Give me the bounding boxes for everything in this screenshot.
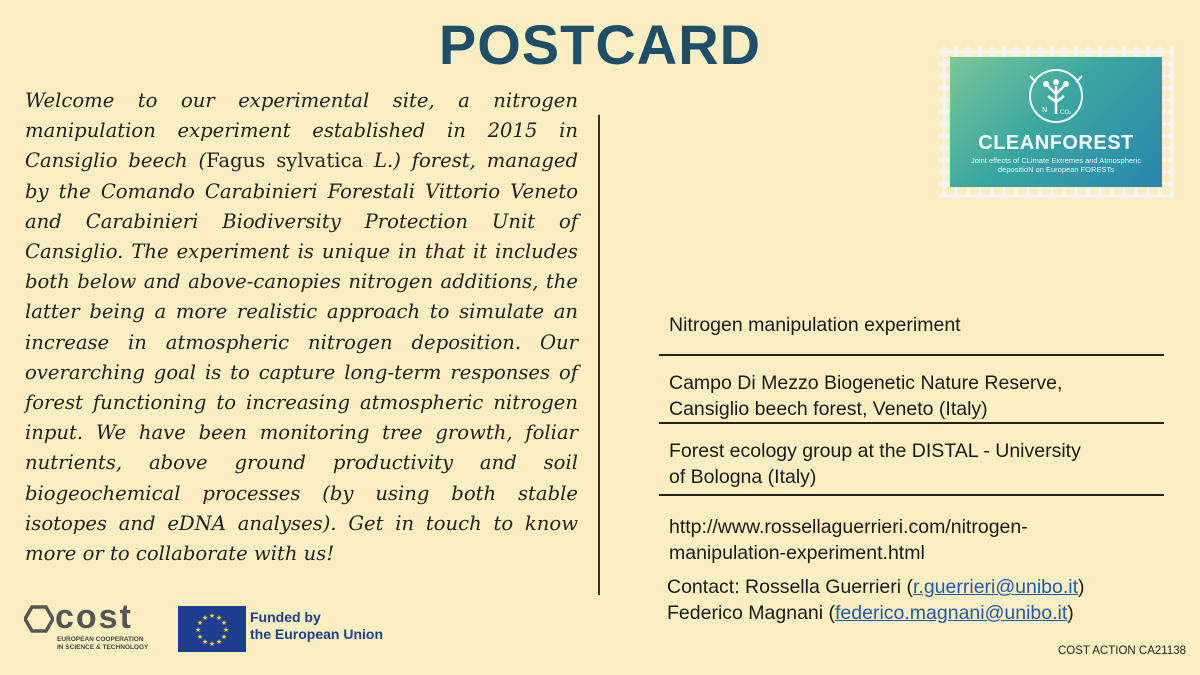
svg-text:★: ★ xyxy=(220,619,228,627)
info-group-line1: Forest ecology group at the DISTAL - University xyxy=(669,440,1081,462)
contact-label: Contact: Rossella Guerrieri ( xyxy=(667,576,913,598)
email-guerrieri-link[interactable]: r.guerrieri@unibo.it xyxy=(913,576,1079,598)
svg-text:★: ★ xyxy=(215,614,223,622)
welcome-text-part1: Welcome to our experimental site, a nitrogen manipulation experiment established in 2015 in Cansiglio beech ( xyxy=(25,89,578,173)
svg-text:★: ★ xyxy=(208,640,216,648)
svg-text:★: ★ xyxy=(208,612,216,620)
vertical-divider xyxy=(598,115,600,595)
info-website[interactable] xyxy=(669,514,1028,566)
cost-logo-text: cost xyxy=(55,598,133,636)
cost-subtitle-line1: EUROPEAN COOPERATION xyxy=(57,636,144,643)
info-group xyxy=(669,438,1081,490)
logo-co2-label: CO₂ xyxy=(1060,109,1072,116)
postcard-title: POSTCARD xyxy=(438,13,762,76)
contact-name-2: Federico Magnani ( xyxy=(667,602,835,624)
email-magnani-link[interactable]: federico.magnani@unibo.it xyxy=(835,602,1068,624)
eu-flag-icon xyxy=(178,606,246,652)
svg-text:★: ★ xyxy=(215,638,223,646)
welcome-text xyxy=(25,86,578,569)
contact-block xyxy=(667,574,1085,626)
divider-3 xyxy=(659,494,1164,496)
species-name: Fagus sylvatica xyxy=(206,149,364,173)
contact-close-1: ) xyxy=(1078,576,1085,598)
info-website-line1[interactable]: http://www.rossellaguerrieri.com/nitrogen- xyxy=(669,516,1028,538)
info-location-line1: Campo Di Mezzo Biogenetic Nature Reserve, xyxy=(669,372,1063,394)
cost-logo-icon xyxy=(24,604,54,634)
welcome-text-part2: L.) forest, managed by the Comando Carabinieri Forestali Vittorio Veneto and Carabinieri Biodiversity Protection Unit of Cansiglio. The experiment is unique in that it includes both below and above-canopies nitrogen additions, the latter being a more realistic approach to simulate an increase in atmospheric nitrogen deposition. Our overarching goal is to capture long-term responses of forest functioning to increasing atmospheric nitrogen input. We have been monitoring tree growth, foliar nutrients, above ground productivity and soil biogeochemical processes (by using both stable isotopes and eDNA analyses). Get in touch to know more or to collaborate with us! xyxy=(25,149,578,566)
info-location-line2: Cansiglio beech forest, Veneto (Italy) xyxy=(669,398,988,420)
eu-funding-line1: Funded by xyxy=(250,609,321,625)
eu-funding-line2: the European Union xyxy=(250,626,383,642)
info-group-line2: of Bologna (Italy) xyxy=(669,466,817,488)
info-website-line2[interactable]: manipulation-experiment.html xyxy=(669,542,925,564)
cleanforest-logo-icon xyxy=(1024,64,1088,128)
contact-line-1 xyxy=(667,574,1085,600)
cost-subtitle-line2: IN SCIENCE & TECHNOLOGY xyxy=(57,644,149,651)
divider-1 xyxy=(659,354,1164,356)
svg-text:★: ★ xyxy=(220,633,228,641)
svg-text:★: ★ xyxy=(201,614,209,622)
eu-funding-text xyxy=(250,609,383,643)
contact-close-2: ) xyxy=(1067,602,1074,624)
info-location xyxy=(669,370,1062,422)
svg-text:★: ★ xyxy=(201,638,209,646)
info-experiment: Nitrogen manipulation experiment xyxy=(669,314,961,336)
stamp-name: CLEANFOREST xyxy=(978,132,1134,154)
logo-n-label: N xyxy=(1042,106,1048,114)
divider-2 xyxy=(659,422,1164,424)
svg-text:★: ★ xyxy=(194,626,202,634)
contact-line-2 xyxy=(667,600,1085,626)
stamp-subtitle: Joint effects of CLimate Extremes and Atmospheric depositioN on European FORESTs xyxy=(971,156,1141,174)
svg-text:★: ★ xyxy=(222,626,230,634)
cost-action-code: COST ACTION CA21138 xyxy=(1057,645,1186,657)
cost-subtitle xyxy=(57,636,148,652)
svg-text:★: ★ xyxy=(196,619,204,627)
svg-text:★: ★ xyxy=(196,633,204,641)
